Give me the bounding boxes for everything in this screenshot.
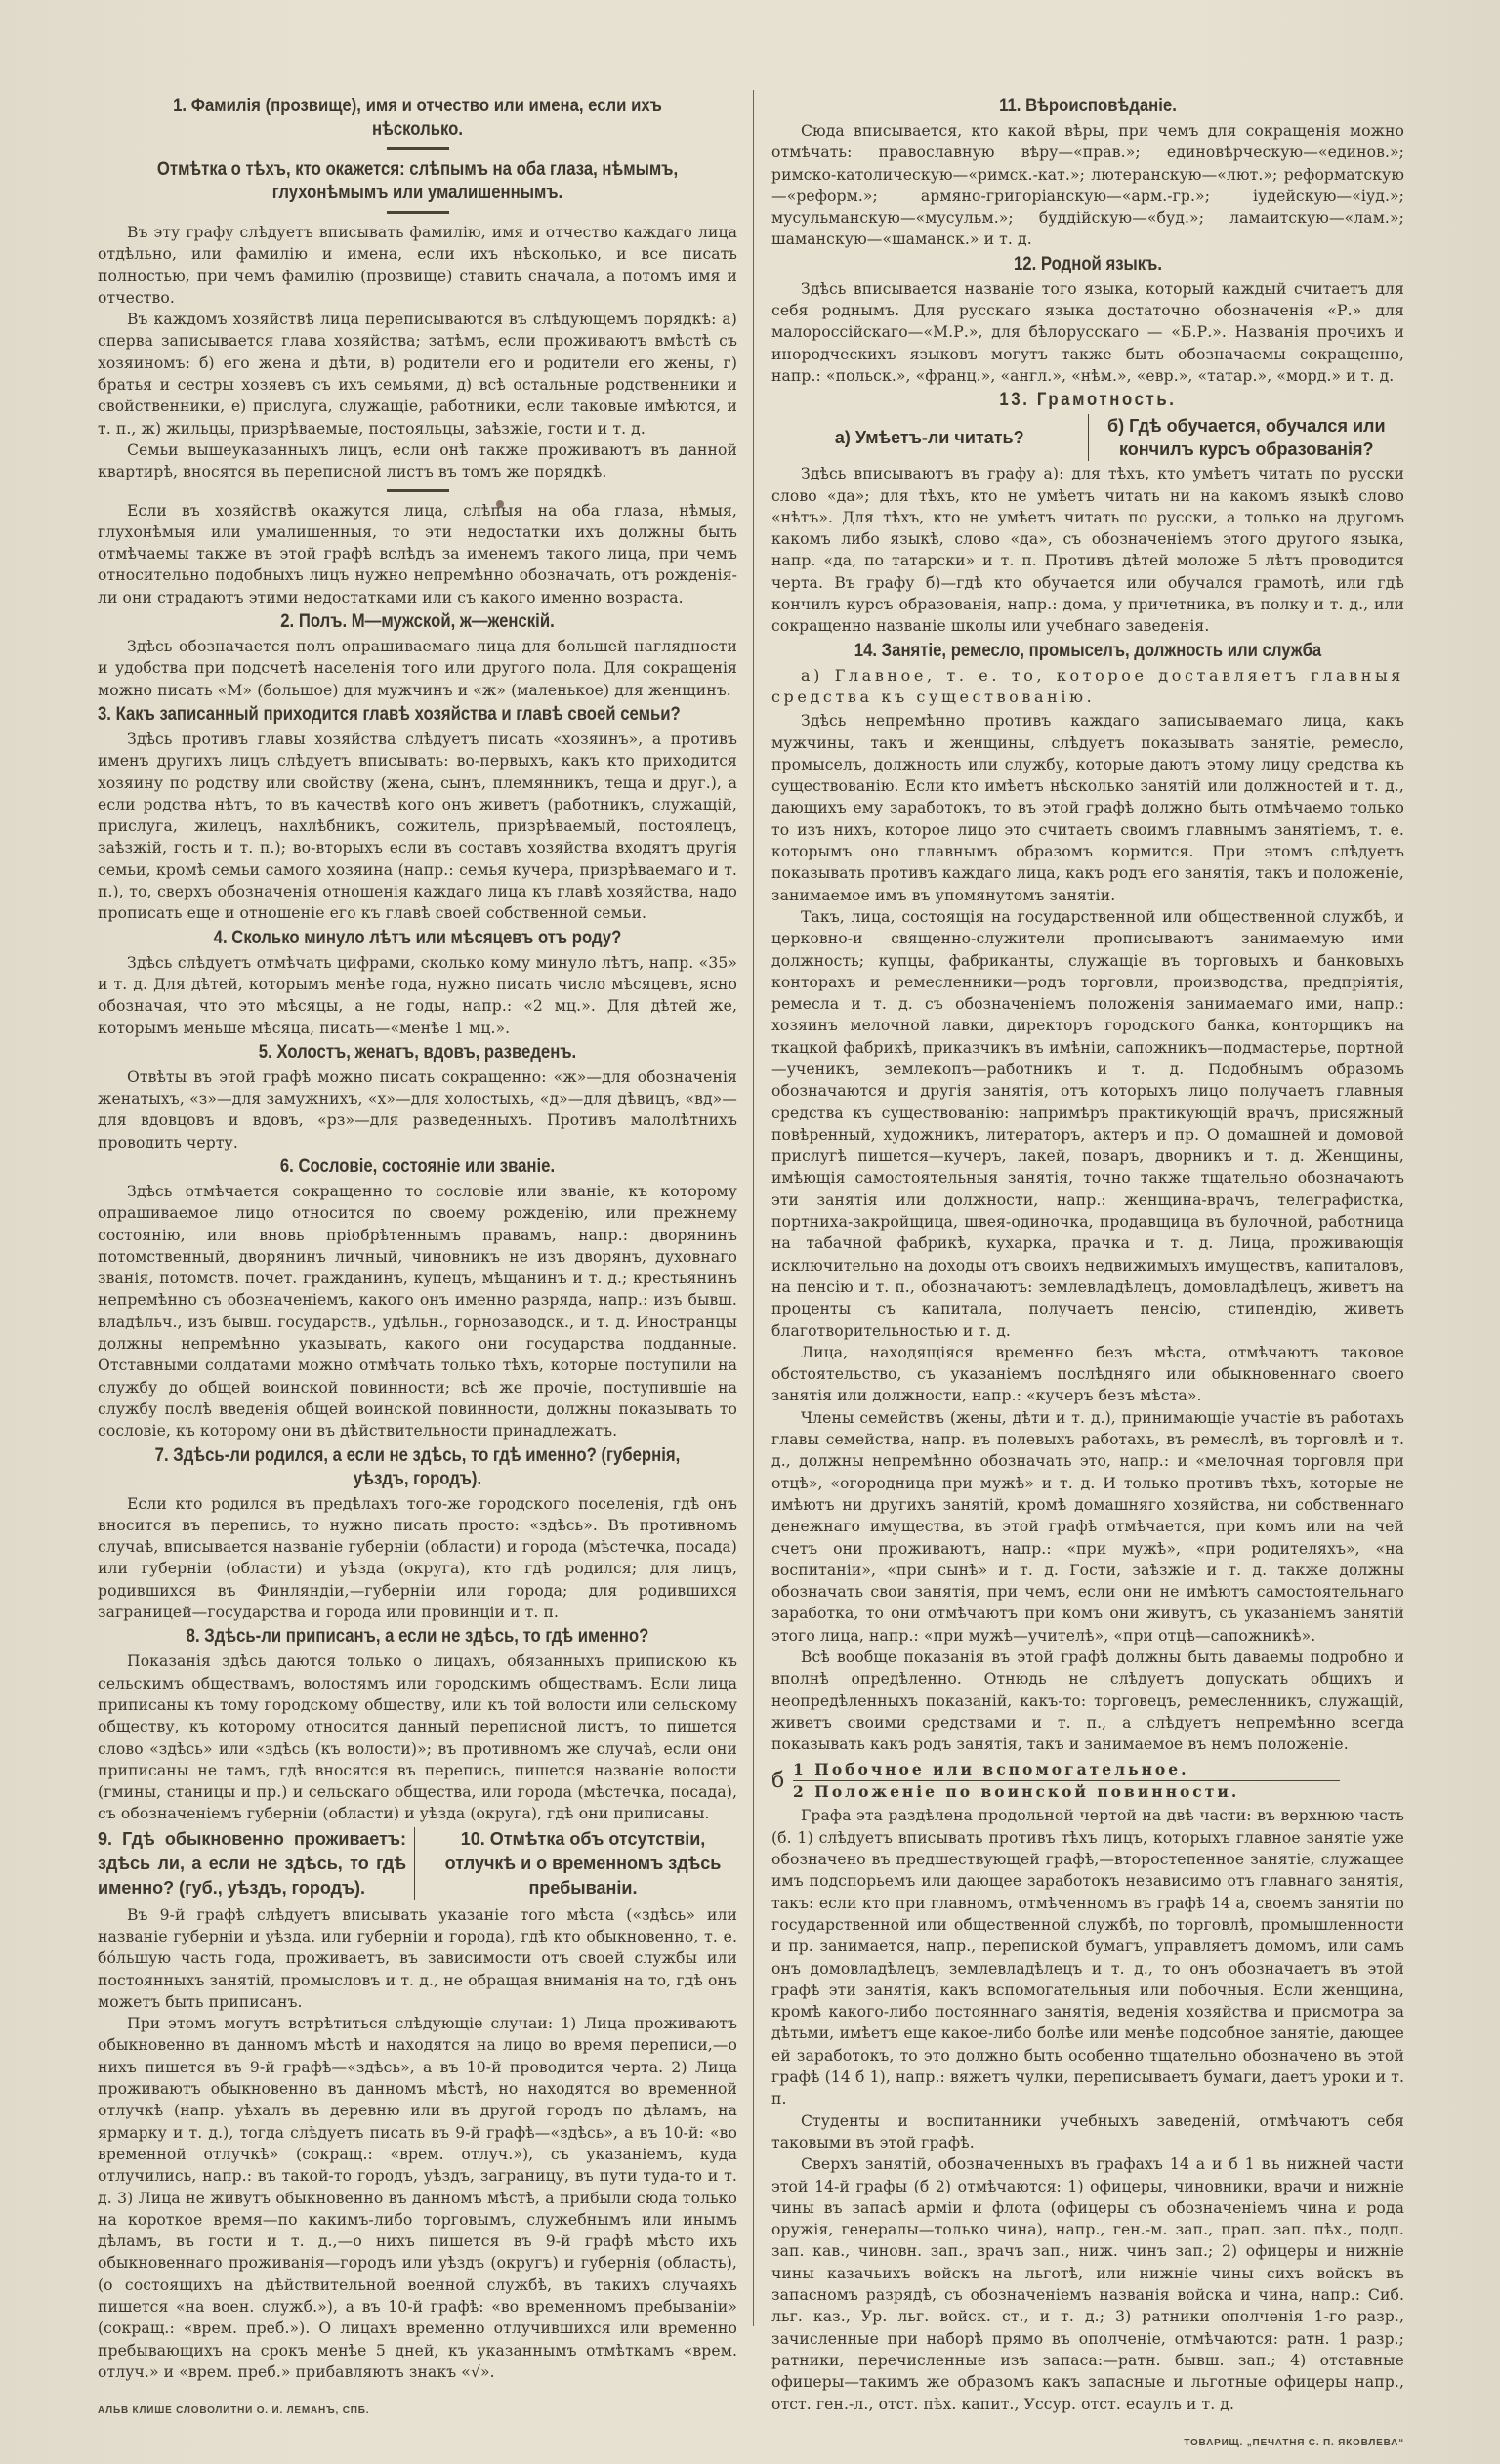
subsection-lines: [793, 1759, 1404, 1803]
paragraph: Въ 9-й графѣ слѣдуетъ вписывать указаніе того мѣста («здѣсь» или названіе губерніи и уѣзда, или губерніи и города), гдѣ кто обыкновенно, т. е. бóльшую часть года, проживаетъ, въ зависимости отъ своей службы или постоянныхъ занятій, промысловъ и т. д., не обращая вниманія на то, гдѣ онъ можетъ быть приписанъ.: [98, 1905, 737, 2011]
left-column: [98, 93, 737, 2418]
paragraph: Если кто родился въ предѣлахъ того-же городского поселенія, гдѣ онъ вносится въ перепись, то нужно писать просто: «здѣсь». Въ противномъ случаѣ, вписывается названіе губерніи (области) и города (мѣстечка, посада) или губерніи (области) и уѣзда (округа), кто гдѣ родился; для лицъ, родившихся въ Финляндіи,—губерніи или города; для родившихся заграницей—государства и города или провинціи и т. п.: [98, 1494, 737, 1622]
column-divider: [753, 90, 754, 2326]
paragraph: При этомъ могутъ встрѣтиться слѣдующіе случаи: 1) Лица проживаютъ обыкновенно въ данномъ мѣстѣ и находятся на лицо во время переписи,—о нихъ пишется въ 9-й графѣ—«здѣсь», а въ 10-й проводится черта. 2) Лица проживаютъ обыкновенно въ данномъ мѣстѣ, но находятся во временной отлучкѣ (напр. уѣхалъ въ деревню или въ другой городъ по дѣламъ, на ярмарку и т. д.), тогда слѣдуетъ писать въ 9-й графѣ—«здѣсь», а въ 10-й: «во временной отлучкѣ» (сокращ.: «врем. отлуч.»), съ указаніемъ, куда отлучились, напр.: въ такой-то городъ, уѣздъ, заграницу, въ пути туда-то и т. д. 3) Лица не живутъ обыкновенно въ данномъ мѣстѣ, а прибыли сюда только на короткое время—по какимъ-либо торговымъ, служебнымъ или инымъ дѣламъ, въ гости и т. д.,—о нихъ пишется въ 9-й графѣ мѣсто ихъ обыкновеннаго проживанія—городъ или уѣздъ (округъ) и губернія (область), (о состоящихъ на дѣйствительной военной службѣ, въ такихъ случаяхъ пишется «на воен. служб.»), а въ 10-й графѣ: «во временномъ пребываніи» (сокращ.: «врем. преб.»). О лицахъ временно отлучившихся или временно пребывающихъ на срокъ менѣе 5 дней, къ указаннымъ отмѣткамъ «врем. отлуч.» и «врем. преб.» прибавляютъ знакъ «√».: [98, 2015, 737, 2381]
paragraph: Здѣсь отмѣчается сокращенно то сословіе или званіе, къ которому опрашиваемое лицо относится по своему рожденію, или прежнему состоянію, или вновь пріобрѣтеннымъ правамъ, напр.: дворянинъ потомственный, дворянинъ личный, чиновникъ не изъ дворянъ, духовнаго званія, потомств. почет. гражданинъ, купецъ, мѣщанинъ и т. д.; крестьянинъ непремѣнно съ обозначеніемъ, какого онъ именно разряда, напр.: изъ бывш. владѣльч., изъ бывш. государств., удѣльн., горнозаводск., и т. д. Иностранцы должны непремѣнно указывать, какого они государства подданные. Отставными солдатами можно отмѣчать только тѣхъ, которые поступили на службу до общей воинской повинности; всѣ же прочіе, поступившіе на службу послѣ введенія общей воинской повинности, должны показывать то сословіе, къ которому они въ дѣйствительности принадлежатъ.: [98, 1182, 737, 1441]
paragraph: Такъ, лица, состоящія на государственной или общественной службѣ, и церковно-и священно-служители прописываютъ занимаемую ими должность; купцы, фабриканты, служащіе въ торговыхъ и банковыхъ конторахъ и ремесленники—родъ торговли, производства, предпріятія, ремесла и т. д. съ обозначеніемъ положенія занимаемаго ими, напр.: хозяинъ мелочной лавки, директоръ городского банка, конторщикъ на ткацкой фабрикѣ, приказчикъ въ имѣніи, сапожникъ—подмастерье, портной—ученикъ, землекопъ—работникъ и т. д. Подобнымъ образомъ обозначаются и другія занятія, отъ которыхъ лицо получаетъ главныя средства къ существованію: напримѣръ практикующій врачъ, присяжный повѣренный, художникъ, литераторъ, актеръ и пр. О домашней и домовой прислугѣ пишется—кучеръ, лакей, поваръ, дворникъ и т. д. Женщины, имѣющія самостоятельныя занятія, точно также тщательно обозначаютъ эти занятія или должности, напр.: женщина-врачъ, телеграфистка, портниха-закройщица, швея-одиночка, продавщица въ булочной, работница на табачной фабрикѣ, кухарка, прачка и т. д. Лица, проживающія исключительно на доходы отъ своихъ недвижимыхъ имуществъ, капиталовъ, на пенсію и т. п., обозначаютъ: землевладѣлецъ, домовладѣлецъ, живетъ на проценты съ капитала, получаетъ пенсію, стипендію, живетъ благотворительностью и т. д.: [771, 907, 1404, 1340]
subheading-b: б) Гдѣ обучается, обучался или кончилъ курсъ образованія?: [1106, 416, 1386, 460]
section-heading: 4. Сколько минуло лѣтъ или мѣсяцевъ отъ роду?: [213, 927, 622, 948]
subsection-letter: б: [771, 1769, 785, 1794]
right-column: [771, 93, 1404, 2450]
section-heading: 6. Сословіе, состояніе или званіе.: [279, 1155, 556, 1177]
paired-headings: [98, 1827, 737, 1900]
paragraph: Всѣ вообще показанія въ этой графѣ должны быть даваемы подробно и вполнѣ опредѣленно. Отнюдь не слѣдуетъ допускать общихъ и неопредѣленныхъ показаній, какъ-то: торговецъ, ремесленникъ, служащій, живетъ своими средствами и т. п., а слѣдуетъ непремѣнно всегда показывать какъ родъ занятія, такъ и занимаемое въ немъ положеніе.: [771, 1649, 1404, 1754]
section-heading: 5. Холостъ, женатъ, вдовъ, разведенъ.: [258, 1041, 577, 1063]
paragraph: Здѣсь обозначается полъ опрашиваемаго лица для большей наглядности и удобства при подсчетѣ населенія того или другого пола. Для сокращенія можно писать «М» (большое) для мужчинъ и «ж» (маленькое) для женщинъ.: [98, 638, 737, 699]
paragraph: Въ каждомъ хозяйствѣ лица переписываются въ слѣдующемъ порядкѣ: а) сперва записывается глава хозяйства; затѣмъ, если проживаютъ вмѣстѣ съ хозяиномъ: б) его жена и дѣти, в) родители его и родители его жены, г) братья и сестры хозяевъ съ ихъ семьями, д) всѣ остальные родственники и свойственники, е) прислуга, служащіе, работники, если таковые имѣются, и т. п., ж) жильцы, призрѣваемые, постояльцы, заѣзжіе, гости и т. д.: [98, 311, 737, 438]
section-heading: 12. Родной языкъ.: [1013, 253, 1163, 274]
section-heading: 3. Какъ записанный приходится главѣ хозяйства и главѣ своей семьи?: [98, 703, 681, 725]
section-heading: 2. Полъ. М—мужской, ж—женскій.: [280, 611, 555, 633]
literacy-subheadings: [771, 414, 1404, 461]
section-rule: [387, 211, 449, 214]
printer-imprint-left: АЛЬВ КЛИШЕ СЛОВОЛИТНИ О. И. ЛЕМАНЪ, СПБ.: [98, 2405, 370, 2417]
paragraph: Здѣсь противъ главы хозяйства слѣдуетъ писать «хозяинъ», а противъ именъ другихъ лицъ слѣдуетъ вписывать: во-первыхъ, какъ кто приходится хозяину по родству или свойству (жена, сынъ, племянникъ, теща и друг.), а если родства нѣтъ, то въ качествѣ кого онъ живетъ (работникъ, служащій, прислуга, жилецъ, нахлѣбникъ, сожитель, призрѣваемый, постоялецъ, заѣзжій, гость и т. п.); во-вторыхъ если въ составъ хозяйства входятъ другія семьи, кромѣ семьи самого хозяина (напр.: семья кучера, призрѣваемаго и т. п.), то, сверхъ обозначенія отношенія каждаго лица къ главѣ хозяйства, надо прописать еще и отношеніе его къ главѣ своей собственной семьи.: [98, 730, 737, 923]
paragraph: Сверхъ занятій, обозначенныхъ въ графахъ 14 а и б 1 въ нижней части этой 14-й графы (б 2) отмѣчаются: 1) офицеры, чиновники, врачи и нижніе чины въ запасѣ арміи и флота (офицеры съ обозначеніемъ чина и рода оружія, генералы—только чина), напр., ген.-м. зап., прап. зап. пѣх., подп. зап. кав., чиновн. зап., врачъ зап., ниж. чинъ зап.; 2) офицеры и нижніе чины казачьихъ войскъ на льготѣ, или нижніе чины сихъ войскъ въ запасномъ разрядѣ, съ обозначеніемъ названія войска и чина, напр.: Сиб. льг. каз., Ур. льг. войск. ст., и т. д.; 3) ратники ополченія 1-го разр., зачисленные при наборѣ прямо въ ополченіе, отмѣчаются: ратн. 1 разр.; ратники, перечисленные изъ запаса:—ратн. бывш. зап.; 4) отставные офицеры—такимъ же образомъ какъ запасные и льготные офицеры напр., отст. ген.-л., отст. пѣх. капит., Уссур. отст. есаулъ и т. д.: [771, 2155, 1404, 2413]
section-rule: [387, 147, 449, 150]
paragraph: Здѣсь слѣдуетъ отмѣчать цифрами, сколько кому минуло лѣтъ, напр. «35» и т. д. Для дѣтей, которымъ менѣе года, нужно писать число мѣсяцевъ, ясно обозначая, что это мѣсяцы, а не годы, напр.: «2 мц.». Для дѣтей же, которымъ меньше мѣсяца, писать—«менѣе 1 мц.».: [98, 953, 737, 1037]
subheading-a: а) Умѣетъ-ли читать?: [771, 414, 1089, 461]
paragraph: Если въ хозяйствѣ окажутся лица, слѣпыя на оба глаза, нѣмыя, глухонѣмыя или умалишенныя, то эти недостатки ихъ должны быть отмѣчаемы также въ этой графѣ вслѣдъ за именемъ такого лица, при чемъ относительно подобныхъ лицъ нужно непремѣнно обозначать, отъ рожденія-ли они страдаютъ этими недостатками или съ какого именно возраста.: [98, 501, 737, 606]
paragraph: Графа эта раздѣлена продольной чертой на двѣ части: въ верхнюю часть (б. 1) слѣдуетъ вписывать противъ тѣхъ лицъ, которыхъ главное занятіе уже обозначено въ предшествующей графѣ,—второстепенное занятіе, служащее имъ подспорьемъ или дающее заработокъ независимо отъ главнаго занятія, такъ: если кто при главномъ, отмѣченномъ въ графѣ 14 а, своемъ занятіи по государственной или общественной службѣ, по торговлѣ, промышленности и пр. занимается, напр., перепиской бумагъ, управляетъ домомъ, или самъ онъ домовладѣлецъ, землевладѣлецъ и т. д., то онъ обозначаетъ въ этой графѣ эти занятія, какъ вспомогательныя или побочныя. Если женщина, кромѣ какого-либо постояннаго занятія, веденія хозяйства и присмотра за дѣтьми, имѣетъ еще какое-либо болѣе или менѣе подсобное занятіе, дающее ей заработокъ, то это должно быть особенно тщательно обозначено въ этой графѣ (14 б 1), напр.: вяжетъ чулки, переписываетъ бумаги, даетъ уроки и т. п.: [771, 1807, 1404, 2109]
section-heading-10: 10. Отмѣтка объ отсутствіи, отлучкѣ и о временномъ здѣсь пребываніи.: [444, 1828, 722, 1898]
paragraph: Здѣсь непремѣнно противъ каждаго записываемаго лица, какъ мужчины, такъ и женщины, слѣдуетъ показывать занятіе, ремесло, промыселъ, должность или службу, которые даютъ этому лицу средства къ существованію. Если кто имѣетъ нѣсколько занятій или должностей и т. д., дающихъ ему заработокъ, то въ этой графѣ должно быть отмѣчаемо только то изъ нихъ, которое лицо это считаетъ своимъ главнымъ занятіемъ, т. е. которымъ оно главнымъ образомъ кормится. При этомъ слѣдуетъ показывать противъ каждаго лица, какъ родъ его занятія, такъ и положеніе, занимаемое имъ въ упомянутомъ занятіи.: [771, 712, 1404, 904]
section-heading: 13. Грамотность.: [999, 390, 1177, 411]
paragraph: Здѣсь вписываютъ въ графу а): для тѣхъ, кто умѣетъ читать по русски слово «да»; для тѣхъ, кто не умѣетъ читать ни на какомъ языкѣ слово «нѣтъ». Для тѣхъ, кто не умѣетъ читать по русски, а только на другомъ какомъ либо языкѣ, слово «да», съ обозначеніемъ этого другого языка, напр. «да, по татарски» и т. п. Противъ дѣтей моложе 5 лѣтъ проводится черта. Въ графу б)—гдѣ кто обучается или обучался грамотѣ, или гдѣ кончилъ курсъ образованія, напр.: дома, у причетника, въ полку и т. д., или сокращенно названіе школы или учебнаго заведенія.: [771, 465, 1404, 636]
paragraph: Отвѣты въ этой графѣ можно писать сокращенно: «ж»—для обозначенія женатыхъ, «з»—для замужнихъ, «х»—для холостыхъ, «д»—для дѣвицъ, «вд»—для вдовцовъ и вдовъ, «рз»—для разведенныхъ. Противъ малолѣтнихъ проводить черту.: [98, 1067, 737, 1151]
paragraph: Показанія здѣсь даются только о лицахъ, обязанныхъ припискою къ сельскимъ обществамъ, волостямъ или городскимъ обществамъ. Если лица приписаны къ тому городскому обществу, или къ той волости или сельскому обществу, къ которому относится данный переписной листъ, то пишется слово «здѣсь» или «здѣсь (къ волости)»; въ противномъ же случаѣ, если они приписаны не тамъ, гдѣ вносятся въ перепись, пишется названіе волости (гмины, станицы и пр.) и сельскаго общества, или города (мѣстечка, посада), съ обозначеніемъ губерніи (области) и уѣзда (округа), гдѣ они приписаны.: [98, 1652, 737, 1823]
paragraph: Члены семействъ (жены, дѣти и т. д.), принимающіе участіе въ работахъ главы семейства, напр. въ полевыхъ работахъ, въ ремеслѣ, въ торговлѣ и т. д., должны непремѣнно обозначать это, напр.: и «мелочная торговля при отцѣ», «огородница при мужѣ» и т. д. И только противъ тѣхъ, которые не имѣютъ ни другихъ занятій, кромѣ домашняго хозяйства, ни собственнаго денежнаго имущества, въ этой графѣ отмѣчается, при комъ или на чей счетъ они проживаютъ, напр.: «при мужѣ», «при родителяхъ», «на воспитаніи», «при сынѣ» и т. д. Гости, заѣзжіе и т. д. также должны обозначать свои занятія, при чемъ, если они не имѣютъ самостоятельнаго заработка, то они отмѣчаютъ при комъ они живутъ, съ указаніемъ занятій этого лица, напр.: «при мужѣ—учителѣ», «при отцѣ—сапожникѣ».: [771, 1408, 1404, 1645]
subsection-heading: а) Главное, т. е. то, которое доставляетъ главныя средства къ существованію.: [771, 665, 1404, 706]
section-heading: Отмѣтка о тѣхъ, кто окажется: слѣпымъ на оба глаза, нѣмымъ, глухонѣмымъ или умалишеннымъ.: [156, 159, 679, 203]
paragraph: Семьи вышеуказанныхъ лицъ, если онѣ также проживаютъ въ данной квартирѣ, вносятся въ переписной листъ въ томъ же порядкѣ.: [98, 440, 737, 481]
section-heading-9: 9. Гдѣ обыкновенно проживаетъ: здѣсь ли, а если не здѣсь, то гдѣ именно? (губ., уѣздъ, городъ).: [98, 1827, 415, 1900]
paragraph: Студенты и воспитанники учебныхъ заведеній, отмѣчаютъ себя таковыми въ этой графѣ.: [771, 2111, 1404, 2151]
paragraph: Лица, находящіяся временно безъ мѣста, отмѣчаютъ таковое обстоятельство, съ указаніемъ послѣдняго или обыкновеннаго своего занятія или должности, напр.: «кучеръ безъ мѣста».: [771, 1343, 1404, 1405]
section-heading: 1. Фамилія (прозвище), имя и отчество или имена, если ихъ нѣсколько.: [173, 96, 662, 140]
subsection-b2: 2 Положеніе по воинской повинности.: [793, 1782, 1240, 1802]
section-rule: [387, 489, 449, 492]
paragraph: Въ эту графу слѣдуетъ вписывать фамилію, имя и отчество каждаго лица отдѣльно, или фамилію и имена, если ихъ нѣсколько, и все писать полностью, при чемъ фамилію (прозвище) ставить сначала, а потомъ имя и отчество.: [98, 224, 737, 307]
paragraph: Сюда вписывается, кто какой вѣры, при чемъ для сокращенія можно отмѣчать: православную вѣру—«прав.»; единовѣрческую—«единов.»; римско-католическую—«римск.-кат.»; лютеранскую—«лют.»; реформатскую—«реформ.»; армяно-григоріанскую—«арм.-гр.»; іудейскую—«іуд.»; мусульманскую—«мусульм.»; буддійскую—«буд.»; ламаитскую—«лам.»; шаманскую—«шаманск.» и т. д.: [771, 122, 1404, 249]
subsection-b-heading: [771, 1759, 1404, 1803]
section-heading: 7. Здѣсь-ли родился, а если не здѣсь, то гдѣ именно? (губернія, уѣздъ, городъ).: [154, 1444, 681, 1489]
section-heading: 11. Вѣроисповѣданіе.: [999, 96, 1177, 116]
section-heading: 8. Здѣсь-ли приписанъ, а если не здѣсь, то гдѣ именно?: [186, 1626, 649, 1648]
paragraph: Здѣсь вписывается названіе того языка, который каждый считаетъ для себя роднымъ. Для русскаго языка достаточно обозначенія «Р.» для малороссійскаго—«М.Р.», для бѣлорусскаго — «Б.Р.». Названія прочихъ и инородческихъ языковъ могутъ также быть обозначаемы сокращенно, напр.: «польск.», «франц.», «англ.», «нѣм.», «евр.», «татар.», «морд.» и т. д.: [771, 279, 1404, 385]
subsection-b1: 1 Побочное или вспомогательное.: [793, 1759, 1340, 1781]
section-heading: 14. Занятіе, ремесло, промыселъ, должность или служба: [854, 640, 1322, 661]
printer-imprint-right: ТОВАРИЩ. „ПЕЧАТНЯ С. П. ЯКОВЛЕВА“: [1184, 2437, 1404, 2448]
